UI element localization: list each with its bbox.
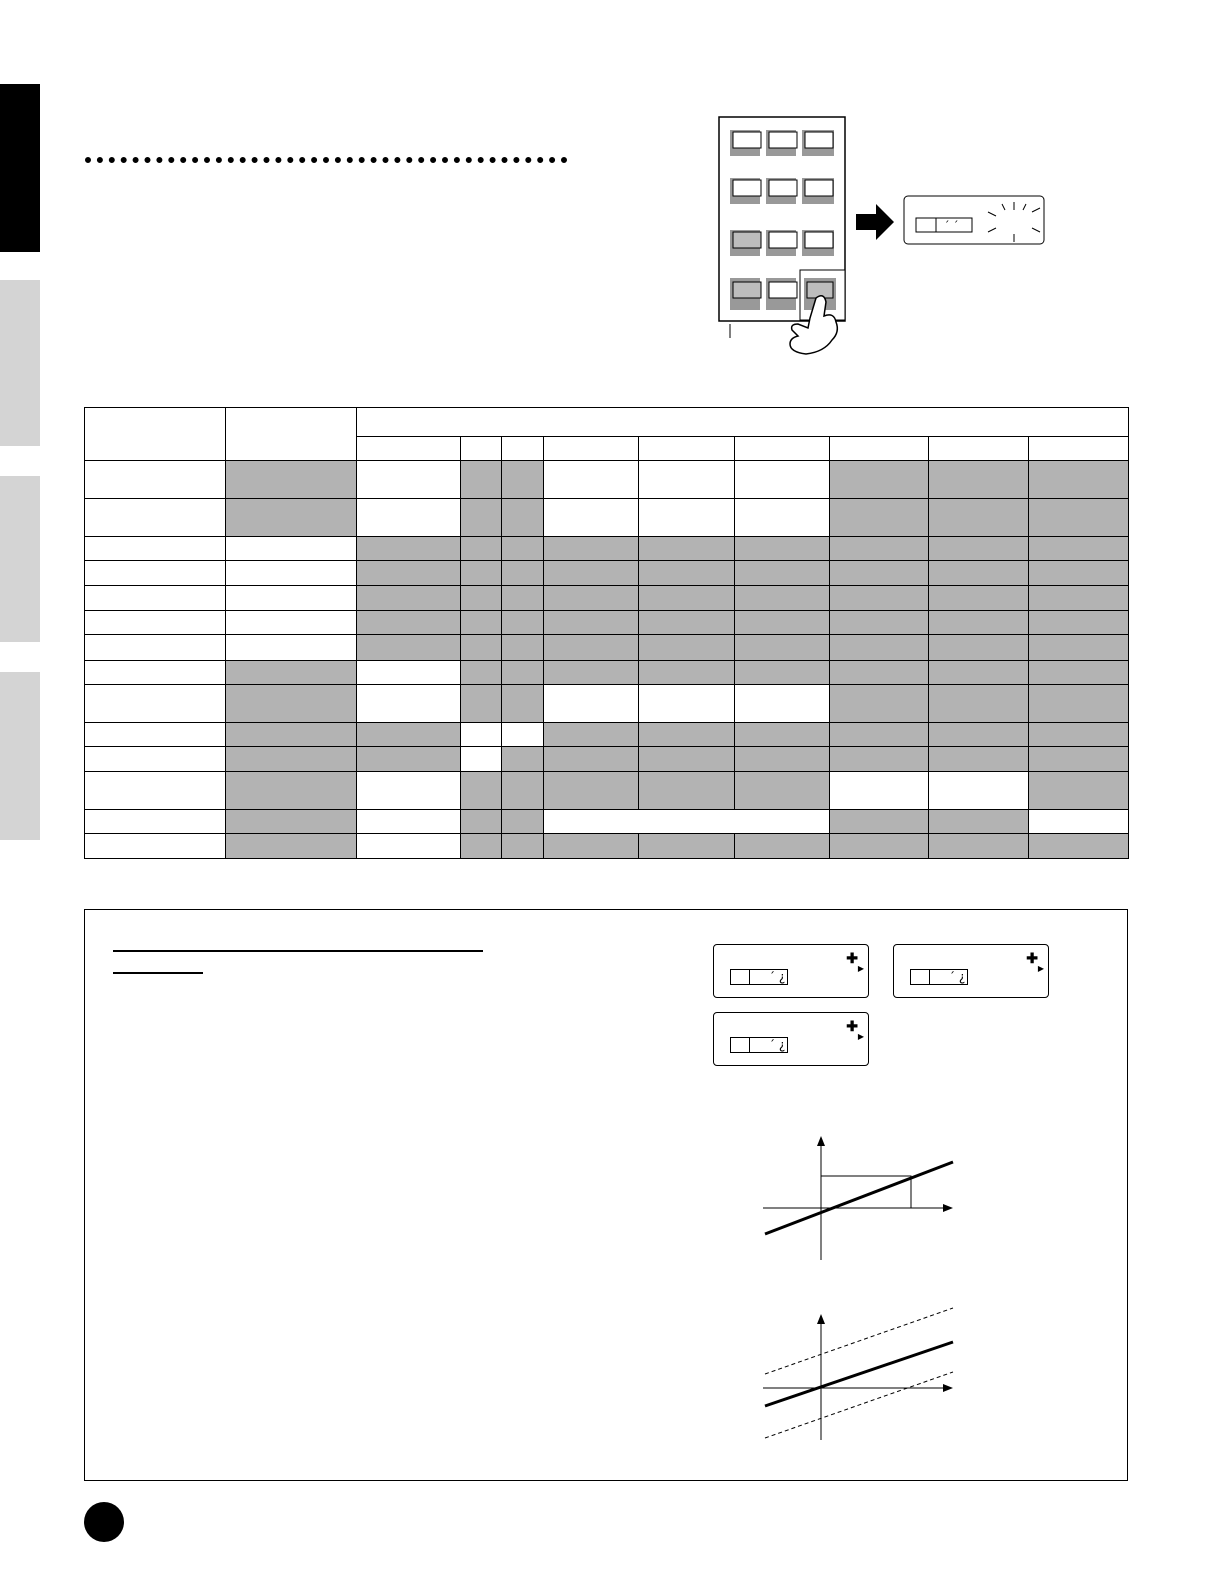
button-row-2 (730, 178, 834, 204)
section-tab[interactable] (0, 280, 40, 446)
linear-graph-2 (757, 1304, 957, 1442)
table-row (85, 722, 1129, 746)
table-row (85, 611, 1129, 635)
button-row-1 (730, 130, 834, 156)
lcd-display-3: ´ ¿ ✚ ▶ (713, 1012, 869, 1066)
cursor-icon: ✚ (1026, 950, 1038, 966)
box-heading-underline (113, 950, 483, 952)
header-cell (226, 408, 357, 461)
parameter-matrix-table (84, 407, 1129, 859)
arrow-right-icon: ▶ (857, 1032, 864, 1041)
table-row (85, 537, 1129, 561)
box-heading-underline (113, 972, 203, 974)
section-tab[interactable] (0, 476, 40, 642)
table-row (85, 809, 1129, 833)
arrow-right-icon: ▶ (857, 964, 864, 973)
table-row (85, 461, 1129, 499)
table-row (85, 684, 1129, 722)
arrow-right-icon: ▶ (1037, 964, 1044, 973)
table-row (85, 586, 1129, 611)
table-row (85, 499, 1129, 537)
table-row (85, 746, 1129, 771)
info-box (84, 909, 1128, 1481)
table-row (85, 561, 1129, 586)
section-tab[interactable] (0, 672, 40, 840)
table-row (85, 635, 1129, 660)
header-cell (85, 408, 226, 461)
button-row-3 (730, 230, 834, 256)
table-row (85, 660, 1129, 684)
section-tab-active[interactable] (0, 84, 40, 252)
display-chars: ´ ´ (944, 219, 959, 232)
page-number-marker (84, 1502, 124, 1542)
header-group-cell (357, 408, 1129, 437)
table-row (85, 771, 1129, 809)
cursor-icon: ✚ (846, 1018, 858, 1034)
table-header-row (85, 408, 1129, 437)
panel-button-figure (716, 114, 1056, 360)
dotted-heading-rule (84, 154, 576, 166)
lcd-display-2: ´ ¿ ✚ ▶ (893, 944, 1049, 998)
table-row (85, 833, 1129, 858)
lcd-display-1: ´ ¿ ✚ ▶ (713, 944, 869, 998)
linear-graph-1 (757, 1134, 957, 1262)
cursor-icon: ✚ (846, 950, 858, 966)
